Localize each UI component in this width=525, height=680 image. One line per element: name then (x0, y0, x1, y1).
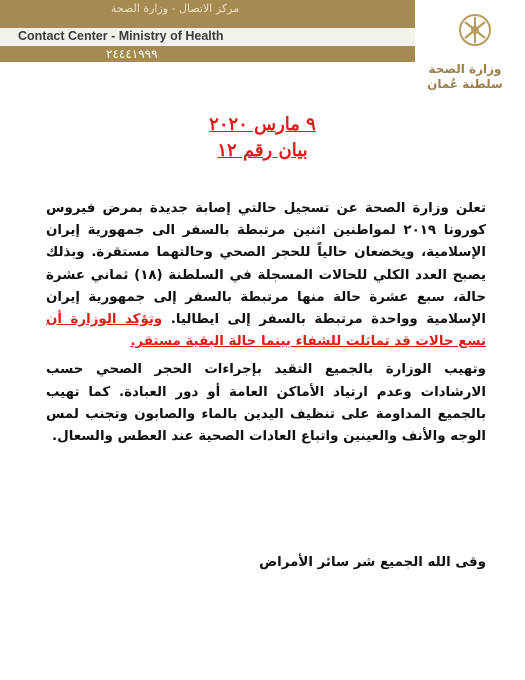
ministry-name (415, 62, 515, 92)
header-top-arabic: مركز الاتصال - وزارة الصحة (110, 2, 240, 15)
body-paragraph-2: وتهيب الوزارة بالجميع التقيد بإجراءات الحجر الصحي حسب الارشادات وعدم ارتياد الأماكن العامة أو دور العبادة. كما تهيب بالجميع المداومة على تنظيف اليدين بالماء والصابون وتجنب لمس الوجه والأنف والعينين واتباع العادات الصحية عند العطس والسعال. (46, 362, 486, 445)
contact-phone: ٢٤٤٤١٩٩٩ (106, 47, 158, 61)
ministry-logo (415, 0, 525, 100)
paragraph-1-text: تعلن وزارة الصحة عن تسجيل حالتي إصابة جديدة بمرض فيروس كورونا ٢٠١٩ لمواطنين اثنين مرتبطة بالسفر الى جمهورية إيران الإسلامية، ويخضعان حالياً للحجر الصحي وحالتهما مستقرة. وبذلك يصبح العدد الكلي للحالات المسجلة في السلطنة (١٨) ثماني عشرة حالة، سبع عشرة حالة منها مرتبطة بالسفر إلى جمهورية إيران الإسلامية وواحدة مرتبطة بالسفر إلى ايطاليا. (46, 201, 486, 328)
contact-bar (0, 28, 415, 46)
contact-center-label: Contact Center - Ministry of Health (18, 29, 224, 43)
statement-title (0, 112, 525, 164)
ministry-emblem-icon (415, 0, 525, 70)
statement-number: بيان رقم ١٢ (217, 140, 308, 161)
recovery-highlight: وتؤكد الوزارة أن تسع حالات قد تماثلت للشفاء بينما حالة البقية مستقر. (46, 312, 486, 350)
statement-body (46, 198, 486, 448)
ministry-name-line2: سلطنة عُمان (427, 77, 503, 91)
ministry-name-line1: وزارة الصحة (428, 62, 502, 76)
closing-prayer: وقى الله الجميع شر سائر الأمراض (259, 555, 486, 570)
body-paragraph-1 (46, 198, 486, 353)
statement-date: ٩ مارس ٢٠٢٠ (209, 114, 316, 135)
